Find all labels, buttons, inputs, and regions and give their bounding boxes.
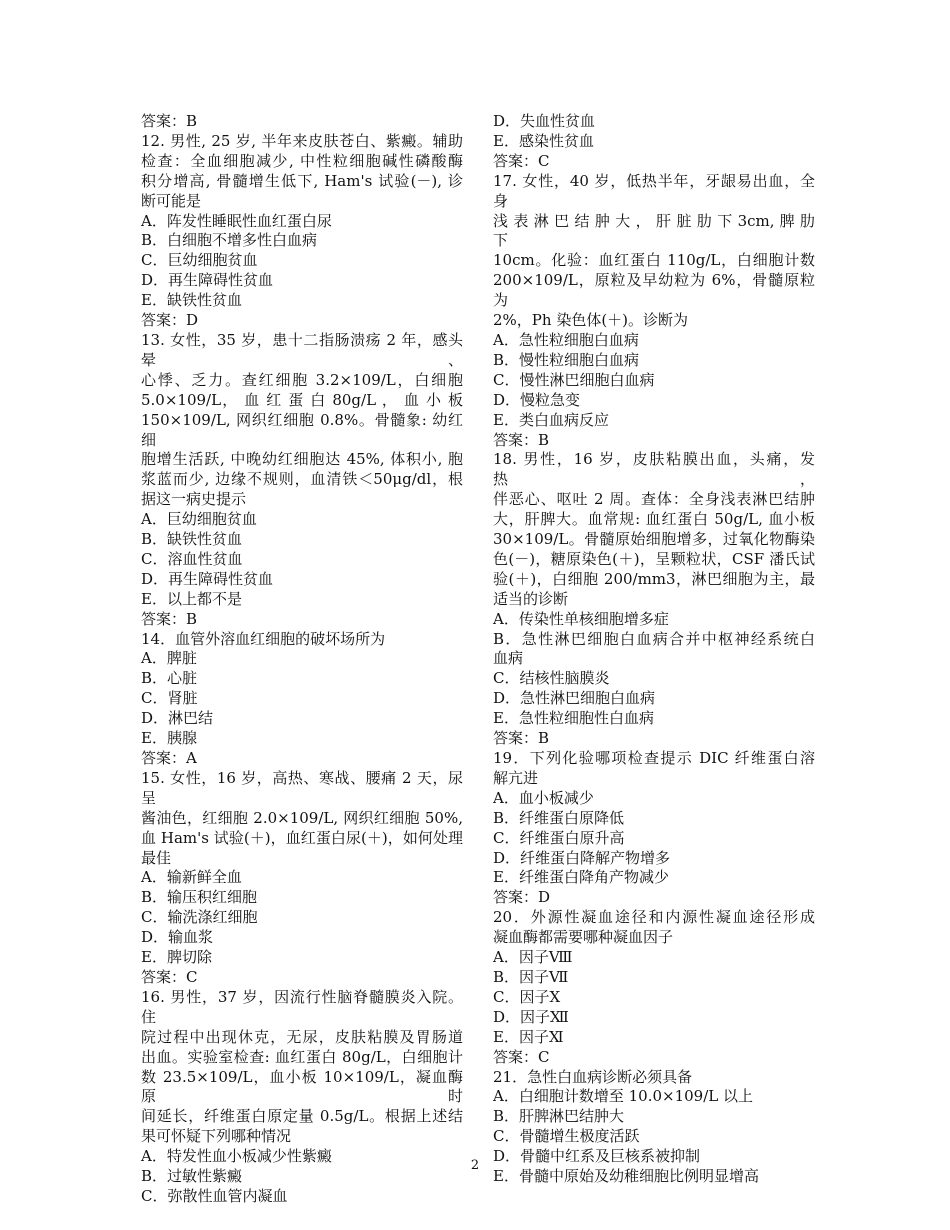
- text-line: A．血小板减少: [493, 788, 594, 807]
- text-line: A．脾脏: [141, 649, 197, 668]
- text-line: 答案：C: [141, 967, 198, 986]
- text-line: 心悸、乏力。查红细胞 3.2×109/L，白细胞: [141, 370, 463, 389]
- text-line: 院过程中出现休克，无尿，皮肤粘膜及胃肠道: [141, 1027, 463, 1046]
- text-line: 血 Ham's 试验(＋)，血红蛋白尿(＋)，如何处理: [141, 828, 463, 847]
- text-line: 21．急性白血病诊断必须具备: [493, 1067, 693, 1086]
- text-line: 浅 表 淋 巴 结 肿 大 ， 肝 脏 肋 下 3cm, 脾 肋 下: [493, 211, 815, 250]
- text-line: B．缺铁性贫血: [141, 530, 243, 549]
- text-line: 答案：B: [493, 729, 550, 748]
- text-line: A．急性粒细胞白血病: [493, 330, 639, 349]
- left-column: [141, 112, 463, 1207]
- text-line: 12. 男性, 25 岁, 半年来皮肤苍白、紫癜。辅助: [141, 131, 463, 150]
- text-line: B．慢性粒细胞白血病: [493, 350, 640, 369]
- text-line: D．失血性贫血: [493, 112, 596, 130]
- text-line: C．纤维蛋白原升高: [493, 828, 625, 847]
- text-line: 色(－)，糖原染色(＋)，呈颗粒状，CSF 潘氏试: [493, 549, 815, 568]
- text-line: 2%，Ph 染色体(＋)。诊断为: [493, 311, 689, 330]
- page-number: 2: [470, 1158, 480, 1173]
- text-line: E．缺铁性贫血: [141, 291, 242, 310]
- text-line: 答案：B: [141, 112, 198, 130]
- text-line: D．再生障碍性贫血: [141, 271, 274, 290]
- text-line: C．弥散性血管内凝血: [141, 1186, 288, 1205]
- text-line: E．急性粒细胞性白血病: [493, 709, 654, 728]
- text-line: C．溶血性贫血: [141, 549, 243, 568]
- text-line: E．以上都不是: [141, 589, 242, 608]
- text-line: 积分增高, 骨髓增生低下, Ham's 试验(－), 诊: [141, 171, 463, 190]
- text-line: 14．血管外溶血红细胞的破坏场所为: [141, 629, 386, 648]
- text-line: B．急性淋巴细胞白血病合并中枢神经系统白: [493, 629, 815, 648]
- text-line: 答案：B: [141, 609, 198, 628]
- text-line: 200×109/L，原粒及早幼粒为 6%，骨髓原粒为: [493, 271, 815, 310]
- text-line: 150×109/L, 网织红细胞 0.8%。骨髓象: 幼红细: [141, 410, 463, 449]
- text-line: 酱油色，红细胞 2.0×109/L, 网织红细胞 50%,: [141, 808, 463, 827]
- text-line: 19．下列化验哪项检查提示 DIC 纤维蛋白溶: [493, 749, 815, 767]
- text-line: D．再生障碍性贫血: [141, 569, 274, 588]
- text-line: 答案：D: [493, 888, 551, 907]
- text-line: C．因子Ⅹ: [493, 987, 561, 1006]
- text-line: E．脾切除: [141, 948, 212, 967]
- text-line: D．淋巴结: [141, 709, 214, 728]
- text-line: 断可能是: [141, 191, 202, 210]
- text-line: 血病: [493, 649, 524, 668]
- text-line: D．急性淋巴细胞白血病: [493, 689, 656, 708]
- text-line: E．类白血病反应: [493, 410, 609, 429]
- text-line: 最佳: [141, 848, 172, 867]
- text-line: D．慢粒急变: [493, 390, 581, 409]
- text-line: E．感染性贫血: [493, 131, 594, 150]
- text-line: 胞增生活跃, 中晚幼红细胞达 45%, 体积小, 胞: [141, 450, 463, 469]
- text-line: 15. 女性，16 岁，高热、寒战、腰痛 2 天，尿呈: [141, 768, 463, 807]
- text-line: 伴恶心、呕吐 2 周。查体：全身浅表淋巴结肿: [493, 490, 815, 509]
- text-line: D．纤维蛋白降解产物增多: [493, 848, 671, 867]
- text-line: 据这一病史提示: [141, 490, 247, 509]
- text-line: E．因子Ⅺ: [493, 1027, 564, 1046]
- text-line: B．白细胞不增多性白血病: [141, 231, 318, 250]
- text-line: 20．外源性凝血途径和内源性凝血途径形成: [493, 908, 815, 927]
- text-line: 验(＋)，白细胞 200/mm3，淋巴细胞为主，最: [493, 569, 815, 588]
- text-line: 浆蓝而少, 边缘不规则，血清铁＜50μg/dl，根: [141, 470, 463, 489]
- text-line: 30×109/L。骨髓原始细胞增多，过氧化物酶染: [493, 530, 815, 549]
- text-line: 凝血酶都需要哪种凝血因子: [493, 928, 674, 947]
- text-line: D．输血浆: [141, 928, 214, 947]
- text-line: 答案：D: [141, 311, 199, 330]
- text-line: A．阵发性睡眠性血红蛋白尿: [141, 211, 332, 230]
- text-line: A．白细胞计数增至 10.0×109/L 以上: [493, 1087, 753, 1106]
- text-line: 果可怀疑下列哪种情况: [141, 1127, 292, 1146]
- text-line: E．骨髓中原始及幼稚细胞比例明显增高: [493, 1167, 759, 1186]
- text-line: B．因子Ⅶ: [493, 967, 569, 986]
- text-line: 适当的诊断: [493, 589, 569, 608]
- text-line: 13. 女性，35 岁，患十二指肠溃疡 2 年，感头晕、: [141, 330, 463, 369]
- text-line: 大，肝脾大。血常规: 血红蛋白 50g/L, 血小板: [493, 510, 815, 529]
- right-column: [493, 112, 815, 1187]
- text-line: 间延长，纤维蛋白原定量 0.5g/L。根据上述结: [141, 1107, 463, 1126]
- text-line: C．输洗涤红细胞: [141, 908, 258, 927]
- text-line: 出血。实验室检查: 血红蛋白 80g/L，白细胞计: [141, 1047, 463, 1066]
- text-line: E．纤维蛋白降角产物减少: [493, 868, 669, 887]
- text-line: E．胰腺: [141, 729, 197, 748]
- text-line: 数 23.5×109/L，血小板 10×109/L，凝血酶原时: [141, 1067, 463, 1106]
- text-line: 17. 女性，40 岁，低热半年，牙龈易出血，全身: [493, 171, 815, 210]
- text-line: C．巨幼细胞贫血: [141, 251, 258, 270]
- text-line: 解亢进: [493, 768, 539, 787]
- text-line: 18. 男性，16 岁，皮肤粘膜出血，头痛，发热，: [493, 450, 815, 489]
- text-line: B．过敏性紫癜: [141, 1167, 243, 1186]
- text-line: 检查：全血细胞减少, 中性粒细胞碱性磷酸酶: [141, 151, 463, 170]
- text-line: A．因子Ⅷ: [493, 948, 573, 967]
- text-line: A．输新鲜全血: [141, 868, 242, 887]
- text-line: A．特发性血小板减少性紫癜: [141, 1147, 332, 1166]
- text-line: C．慢性淋巴细胞白血病: [493, 370, 655, 389]
- text-line: 16. 男性，37 岁，因流行性脑脊髓膜炎入院。住: [141, 987, 463, 1026]
- text-line: C．骨髓增生极度活跃: [493, 1127, 640, 1146]
- text-line: A．传染性单核细胞增多症: [493, 609, 669, 628]
- text-line: C．结核性脑膜炎: [493, 669, 610, 688]
- text-line: C．肾脏: [141, 689, 198, 708]
- text-line: B．肝脾淋巴结肿大: [493, 1107, 625, 1126]
- text-line: 答案：C: [493, 1047, 550, 1066]
- text-line: 10cm。化验：血红蛋白 110g/L，白细胞计数: [493, 251, 815, 270]
- text-line: B．纤维蛋白原降低: [493, 808, 625, 827]
- text-line: 答案：B: [493, 430, 550, 449]
- text-line: 5.0×109/L， 血 红 蛋 白 80g/L ， 血 小 板: [141, 390, 463, 409]
- text-line: 答案：C: [493, 151, 550, 170]
- text-line: A．巨幼细胞贫血: [141, 510, 257, 529]
- text-line: D．骨髓中红系及巨核系被抑制: [493, 1147, 701, 1166]
- text-line: 答案：A: [141, 749, 197, 767]
- text-line: D．因子Ⅻ: [493, 1007, 569, 1026]
- text-line: B．心脏: [141, 669, 198, 688]
- text-line: B．输压积红细胞: [141, 888, 258, 907]
